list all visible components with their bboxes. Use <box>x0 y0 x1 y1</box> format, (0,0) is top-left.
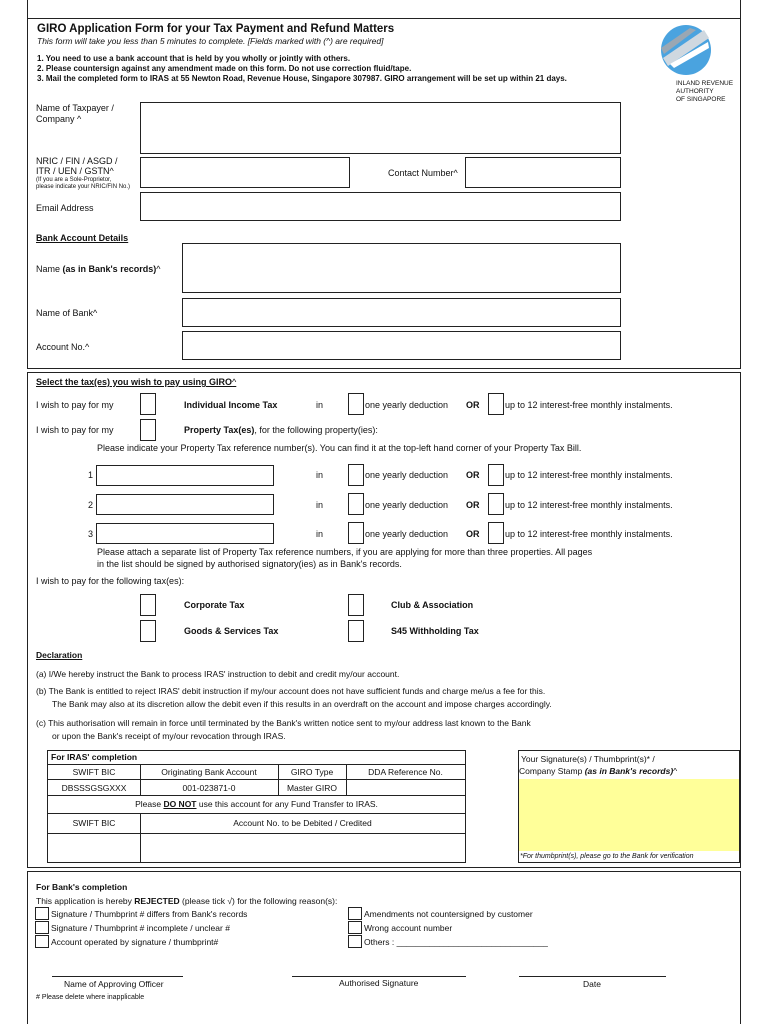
signature-box[interactable] <box>518 750 740 863</box>
signature-label-2-bold: (as in Bank's records) <box>584 766 674 776</box>
individual-or-label: OR <box>466 400 480 410</box>
page-border-top <box>27 18 741 19</box>
form-title: GIRO Application Form for your Tax Payment and Refund Matters <box>37 23 395 35</box>
declaration-b-2: The Bank may also at its discretion allow the debit even if this results in an overdraft on the account and impose charges accordingly. <box>52 699 552 709</box>
individual-tax-label: Individual Income Tax <box>184 400 278 410</box>
wish-label-individual: I wish to pay for my <box>36 400 114 410</box>
property-1-yearly-checkbox[interactable] <box>348 464 364 486</box>
taxpayer-name-label-1: Name of Taxpayer / <box>36 103 114 113</box>
property-3-yearly-checkbox[interactable] <box>348 522 364 544</box>
property-row-number-2: 2 <box>88 500 94 510</box>
bank-details-heading: Bank Account Details <box>36 233 129 243</box>
authorised-signature-line <box>292 976 466 977</box>
rejected-prefix: This application is hereby <box>36 896 135 906</box>
property-tax-label-rest: , for the following property(ies): <box>254 425 378 435</box>
property-1-instalments-label: up to 12 interest-free monthly instalments. <box>505 470 673 480</box>
note-suffix: use this account for any Fund Transfer to IRAS. <box>196 799 378 809</box>
approving-officer-label: Name of Approving Officer <box>64 979 164 989</box>
logo-text-3: OF SINGAPORE <box>676 96 726 103</box>
property-row-number-3: 3 <box>88 529 94 539</box>
reason-checkbox-signature-differs[interactable] <box>35 907 49 920</box>
taxpayer-name-input[interactable] <box>140 102 621 154</box>
property-tax-label-bold: Property Tax(es) <box>184 425 255 435</box>
signature-label-1: Your Signature(s) / Thumbprint(s)* / <box>521 754 655 764</box>
section1-bottom-border <box>27 368 741 369</box>
iras-logo-icon <box>660 24 712 76</box>
signature-label-2 <box>519 766 677 777</box>
authorised-signature-label: Authorised Signature <box>339 978 419 988</box>
property-2-instalments-label: up to 12 interest-free monthly instalments. <box>505 500 673 510</box>
account-no-input[interactable] <box>182 331 621 360</box>
individual-yearly-checkbox[interactable] <box>348 393 364 415</box>
iras-completion-table <box>47 750 466 863</box>
reason-account-operated: Account operated by signature / thumbprint# <box>51 937 219 947</box>
rejected-bold: REJECTED <box>134 896 180 906</box>
individual-yearly-label: one yearly deduction <box>365 400 449 410</box>
header-swift-bic: SWIFT BIC <box>72 767 116 777</box>
property-note: Please indicate your Property Tax reference number(s). You can find it at the top-left hand corner of your Property Tax Bill. <box>97 443 582 453</box>
individual-instalments-label: up to 12 interest-free monthly instalments. <box>505 400 673 410</box>
contact-number-label: Contact Number^ <box>388 168 458 178</box>
individual-tax-checkbox[interactable] <box>140 393 156 415</box>
declaration-heading: Declaration <box>36 650 83 660</box>
reason-checkbox-others[interactable] <box>348 935 362 948</box>
property-2-or-label: OR <box>466 500 480 510</box>
thumbprint-note: *For thumbprint(s), please go to the Bank for verification <box>520 853 694 860</box>
header-originating-account: Originating Bank Account <box>161 767 257 777</box>
officer-signature-line <box>52 976 183 977</box>
reason-amendments: Amendments not countersigned by customer <box>364 909 533 919</box>
declaration-c-1: (c) This authorisation will remain in force until terminated by the Bank's written notice sent to my/our address last known to the Bank <box>36 718 531 728</box>
bank-holder-label-bold: (as in Bank's records) <box>62 264 157 274</box>
reason-incomplete: Signature / Thumbprint # incomplete / unclear # <box>51 923 230 933</box>
property-3-or-label: OR <box>466 529 480 539</box>
rejected-line <box>36 896 337 907</box>
bank-holder-label-suffix: ^ <box>156 264 161 274</box>
section1-right-border <box>740 18 741 368</box>
property-2-instalments-checkbox[interactable] <box>488 493 504 515</box>
section1-left-border <box>27 18 28 368</box>
section3-right-border <box>740 871 741 1024</box>
cell-giro-type: Master GIRO <box>286 783 338 793</box>
page-border-right-top <box>740 0 741 18</box>
bank-holder-label-text: Name <box>36 264 61 274</box>
bank-name-as-records-label <box>36 264 160 275</box>
declaration-b-1: (b) The Bank is entitled to reject IRAS' debit instruction if my/our account does not have sufficient funds and charge me/us a fee for this. <box>36 686 546 696</box>
taxpayer-name-label-2: Company ^ <box>36 114 82 124</box>
instruction-3: 3. Mail the completed form to IRAS at 55 Newton Road, Revenue House, Singapore 307987. GIRO arrangement will be set up within 21 days. <box>37 74 567 83</box>
tax-selection-heading <box>36 377 236 388</box>
section3-left-border <box>27 871 28 1024</box>
club-association-checkbox[interactable] <box>348 594 364 616</box>
property-3-instalments-checkbox[interactable] <box>488 522 504 544</box>
gst-label: Goods & Services Tax <box>184 626 279 636</box>
in-label-property-2: in <box>316 500 324 510</box>
property-3-yearly-label: one yearly deduction <box>365 529 449 539</box>
cell-originating-account: 001-023871-0 <box>182 783 236 793</box>
do-not-use-note <box>48 799 465 809</box>
property-tax-label <box>184 425 378 436</box>
page-border-left-top <box>27 0 28 18</box>
property-2-yearly-checkbox[interactable] <box>348 493 364 515</box>
note-prefix: Please <box>135 799 164 809</box>
property-1-instalments-checkbox[interactable] <box>488 464 504 486</box>
property-1-or-label: OR <box>466 470 480 480</box>
reason-checkbox-account-operated[interactable] <box>35 935 49 948</box>
corporate-tax-checkbox[interactable] <box>140 594 156 616</box>
iras-table-line <box>48 833 465 834</box>
property-ref-input-2[interactable] <box>96 494 274 515</box>
property-tax-checkbox[interactable] <box>140 419 156 441</box>
date-label: Date <box>583 979 601 989</box>
header-dda-reference: DDA Reference No. <box>368 767 443 777</box>
property-ref-input-3[interactable] <box>96 523 274 544</box>
reason-wrong-account: Wrong account number <box>364 923 453 933</box>
property-ref-input-1[interactable] <box>96 465 274 486</box>
account-no-label: Account No.^ <box>36 342 90 352</box>
header-swift-bic-2: SWIFT BIC <box>72 818 116 828</box>
email-input[interactable] <box>140 192 621 221</box>
logo-text-1: INLAND REVENUE <box>676 80 734 87</box>
s45-label: S45 Withholding Tax <box>391 626 479 636</box>
section2-bottom-border <box>27 867 741 868</box>
tax-selection-heading-suffix: ^ <box>232 377 237 387</box>
in-label-individual: in <box>316 400 324 410</box>
declaration-c-2: or upon the Bank's receipt of my/our revocation through IRAS. <box>52 731 286 741</box>
rejected-suffix: (please tick √) for the following reason(s): <box>179 896 338 906</box>
header-giro-type: GIRO Type <box>290 767 334 777</box>
bank-completion-heading: For Bank's completion <box>36 882 128 892</box>
following-taxes-label: I wish to pay for the following tax(es): <box>36 576 185 586</box>
reason-others: Others : ________________________________ <box>364 937 548 947</box>
declaration-a: (a) I/We hereby instruct the Bank to process IRAS' instruction to debit and credit my/our account. <box>36 669 400 679</box>
account-holder-input[interactable] <box>182 243 621 293</box>
name-of-bank-input[interactable] <box>182 298 621 327</box>
section2-left-border <box>27 372 28 867</box>
iras-completion-heading: For IRAS' completion <box>51 752 138 762</box>
id-number-input[interactable] <box>140 157 350 188</box>
individual-instalments-checkbox[interactable] <box>488 393 504 415</box>
form-subtitle: This form will take you less than 5 minutes to complete. [Fields marked with (^) are required] <box>37 36 384 46</box>
contact-number-input[interactable] <box>465 157 621 188</box>
signature-label-2-suffix: ^ <box>673 766 678 776</box>
section2-top-border <box>27 372 741 373</box>
gst-checkbox[interactable] <box>140 620 156 642</box>
signature-area <box>519 779 739 851</box>
id-label-2: ITR / UEN / GSTN^ <box>36 166 114 176</box>
signature-label-2-text: Company Stamp <box>519 766 583 776</box>
wish-label-property: I wish to pay for my <box>36 425 114 435</box>
attach-note-2: in the list should be signed by authorised signatory(ies) as in Bank's records. <box>97 559 402 569</box>
id-label-1: NRIC / FIN / ASGD / <box>36 156 118 166</box>
tax-selection-heading-text: Select the tax(es) you wish to pay using GIRO <box>36 377 233 387</box>
iras-table-line <box>48 779 465 780</box>
instruction-1: 1. You need to use a bank account that is held by you wholly or jointly with others. <box>37 54 351 63</box>
property-2-yearly-label: one yearly deduction <box>365 500 449 510</box>
iras-table-line <box>48 764 465 765</box>
attach-note-1: Please attach a separate list of Property Tax reference numbers, if you are applying for more than three properties. All pages <box>97 547 593 557</box>
property-row-number-1: 1 <box>88 470 94 480</box>
note-bold: DO NOT <box>163 799 197 809</box>
email-label: Email Address <box>36 203 94 213</box>
s45-checkbox[interactable] <box>348 620 364 642</box>
section3-top-border <box>27 871 741 872</box>
header-account-debited: Account No. to be Debited / Credited <box>233 818 372 828</box>
property-3-instalments-label: up to 12 interest-free monthly instalments. <box>505 529 673 539</box>
section2-right-border <box>740 372 741 867</box>
cell-swift-bic: DBSSSGSGXXX <box>61 783 127 793</box>
id-note-2: please indicate your NRIC/FIN No.) <box>36 184 131 190</box>
iras-table-line <box>48 813 465 814</box>
club-association-label: Club & Association <box>391 600 474 610</box>
reason-checkbox-wrong-account[interactable] <box>348 921 362 934</box>
corporate-tax-label: Corporate Tax <box>184 600 245 610</box>
id-note-1-text: (If you are a Sole-Proprietor, <box>36 177 112 183</box>
reason-signature-differs: Signature / Thumbprint # differs from Bank's records <box>51 909 248 919</box>
reason-checkbox-amendments[interactable] <box>348 907 362 920</box>
in-label-property-1: in <box>316 470 324 480</box>
instruction-2: 2. Please countersign against any amendment made on this form. Do not use correction fluid/tape. <box>37 64 412 73</box>
delete-footnote: # Please delete where inapplicable <box>36 994 145 1001</box>
in-label-property-3: in <box>316 529 324 539</box>
date-line <box>519 976 666 977</box>
name-of-bank-label: Name of Bank^ <box>36 308 98 318</box>
property-1-yearly-label: one yearly deduction <box>365 470 449 480</box>
iras-table-line <box>48 795 465 796</box>
logo-text-2: AUTHORITY <box>676 88 714 95</box>
reason-checkbox-incomplete[interactable] <box>35 921 49 934</box>
